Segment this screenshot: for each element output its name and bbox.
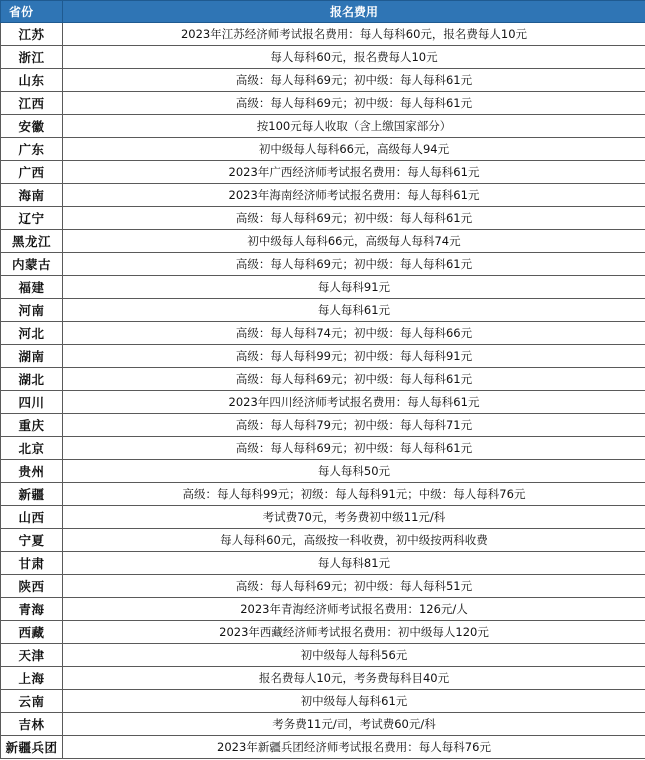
province-cell: 云南 xyxy=(1,690,63,713)
table-row xyxy=(1,667,645,690)
fee-cell: 每人每科61元 xyxy=(63,299,645,322)
fee-cell: 2023年新疆兵团经济师考试报名费用：每人每科76元 xyxy=(63,736,645,759)
table-row xyxy=(1,460,645,483)
province-cell: 西藏 xyxy=(1,621,63,644)
province-cell: 湖北 xyxy=(1,368,63,391)
table-row xyxy=(1,23,645,46)
table-row xyxy=(1,644,645,667)
table-row xyxy=(1,598,645,621)
header-province: 省份 xyxy=(1,1,63,23)
table-row xyxy=(1,736,645,759)
table-row xyxy=(1,414,645,437)
province-cell: 天津 xyxy=(1,644,63,667)
province-cell: 安徽 xyxy=(1,115,63,138)
fee-cell: 高级：每人每科69元；初中级：每人每科51元 xyxy=(63,575,645,598)
table-row xyxy=(1,299,645,322)
fee-cell: 2023年广西经济师考试报名费用：每人每科61元 xyxy=(63,161,645,184)
fee-cell: 2023年海南经济师考试报名费用：每人每科61元 xyxy=(63,184,645,207)
fee-cell: 初中级每人每科66元，高级每人94元 xyxy=(63,138,645,161)
table-row xyxy=(1,437,645,460)
province-cell: 重庆 xyxy=(1,414,63,437)
province-cell: 广东 xyxy=(1,138,63,161)
province-cell: 江西 xyxy=(1,92,63,115)
province-cell: 甘肃 xyxy=(1,552,63,575)
fee-cell: 高级：每人每科69元；初中级：每人每科61元 xyxy=(63,368,645,391)
province-cell: 福建 xyxy=(1,276,63,299)
fee-cell: 每人每科50元 xyxy=(63,460,645,483)
fee-cell: 每人每科81元 xyxy=(63,552,645,575)
table-row xyxy=(1,690,645,713)
table-row xyxy=(1,161,645,184)
table-row xyxy=(1,322,645,345)
province-cell: 内蒙古 xyxy=(1,253,63,276)
province-cell: 江苏 xyxy=(1,23,63,46)
table-row xyxy=(1,207,645,230)
fee-cell: 高级：每人每科99元；初中级：每人每科91元 xyxy=(63,345,645,368)
fee-cell: 每人每科91元 xyxy=(63,276,645,299)
fee-cell: 高级：每人每科79元；初中级：每人每科71元 xyxy=(63,414,645,437)
fee-cell: 报名费每人10元，考务费每科目40元 xyxy=(63,667,645,690)
province-cell: 宁夏 xyxy=(1,529,63,552)
table-row xyxy=(1,69,645,92)
province-cell: 北京 xyxy=(1,437,63,460)
table-row xyxy=(1,46,645,69)
fee-cell: 按100元每人收取（含上缴国家部分） xyxy=(63,115,645,138)
table-header xyxy=(1,1,645,23)
fee-cell: 高级：每人每科99元；初级：每人每科91元；中级：每人每科76元 xyxy=(63,483,645,506)
table-row xyxy=(1,621,645,644)
province-cell: 新疆 xyxy=(1,483,63,506)
table-row xyxy=(1,391,645,414)
fee-cell: 每人每科60元，高级按一科收费，初中级按两科收费 xyxy=(63,529,645,552)
fee-cell: 初中级每人每科61元 xyxy=(63,690,645,713)
province-cell: 四川 xyxy=(1,391,63,414)
fee-cell: 初中级每人每科66元，高级每人每科74元 xyxy=(63,230,645,253)
fee-cell: 高级：每人每科69元；初中级：每人每科61元 xyxy=(63,92,645,115)
province-cell: 陕西 xyxy=(1,575,63,598)
province-cell: 海南 xyxy=(1,184,63,207)
table-row xyxy=(1,230,645,253)
province-cell: 山东 xyxy=(1,69,63,92)
table-row xyxy=(1,506,645,529)
table-row xyxy=(1,552,645,575)
fee-cell: 初中级每人每科56元 xyxy=(63,644,645,667)
province-cell: 青海 xyxy=(1,598,63,621)
fee-cell: 2023年四川经济师考试报名费用：每人每科61元 xyxy=(63,391,645,414)
table-row xyxy=(1,115,645,138)
province-cell: 黑龙江 xyxy=(1,230,63,253)
fee-cell: 高级：每人每科69元；初中级：每人每科61元 xyxy=(63,207,645,230)
fee-cell: 高级：每人每科69元；初中级：每人每科61元 xyxy=(63,69,645,92)
table-row xyxy=(1,184,645,207)
table-row xyxy=(1,345,645,368)
table-row xyxy=(1,92,645,115)
header-fee: 报名费用 xyxy=(63,1,645,23)
fee-cell: 2023年青海经济师考试报名费用：126元/人 xyxy=(63,598,645,621)
province-cell: 河南 xyxy=(1,299,63,322)
fee-cell: 考试费70元，考务费初中级11元/科 xyxy=(63,506,645,529)
province-cell: 广西 xyxy=(1,161,63,184)
table-row xyxy=(1,253,645,276)
fee-cell: 考务费11元/司，考试费60元/科 xyxy=(63,713,645,736)
table-row xyxy=(1,138,645,161)
province-cell: 河北 xyxy=(1,322,63,345)
province-cell: 吉林 xyxy=(1,713,63,736)
fee-cell: 高级：每人每科69元；初中级：每人每科61元 xyxy=(63,437,645,460)
table-row xyxy=(1,276,645,299)
fee-cell: 高级：每人每科74元；初中级：每人每科66元 xyxy=(63,322,645,345)
province-cell: 新疆兵团 xyxy=(1,736,63,759)
table-row xyxy=(1,713,645,736)
province-cell: 辽宁 xyxy=(1,207,63,230)
fee-cell: 2023年江苏经济师考试报名费用：每人每科60元，报名费每人10元 xyxy=(63,23,645,46)
province-cell: 山西 xyxy=(1,506,63,529)
fee-cell: 每人每科60元，报名费每人10元 xyxy=(63,46,645,69)
province-cell: 湖南 xyxy=(1,345,63,368)
province-cell: 贵州 xyxy=(1,460,63,483)
table-body xyxy=(1,23,645,759)
province-cell: 浙江 xyxy=(1,46,63,69)
province-cell: 上海 xyxy=(1,667,63,690)
table-row xyxy=(1,483,645,506)
table-row xyxy=(1,368,645,391)
table-row xyxy=(1,575,645,598)
fee-cell: 2023年西藏经济师考试报名费用：初中级每人120元 xyxy=(63,621,645,644)
table-row xyxy=(1,529,645,552)
fee-cell: 高级：每人每科69元；初中级：每人每科61元 xyxy=(63,253,645,276)
header-row xyxy=(1,1,645,23)
